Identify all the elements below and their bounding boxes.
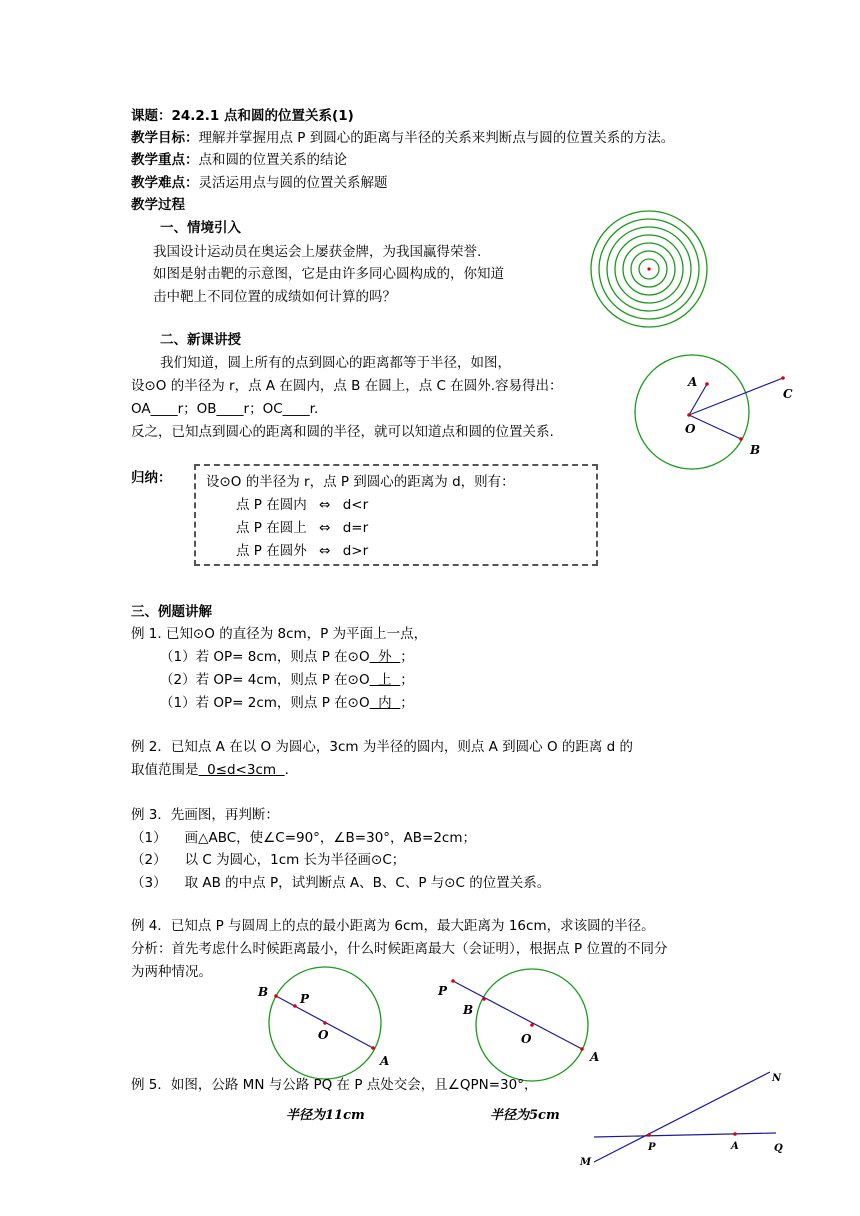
ex1-item-answer: 外 xyxy=(369,649,401,665)
difficulty-row xyxy=(131,174,388,192)
fig2-label-O: O xyxy=(521,1032,532,1046)
target-figure xyxy=(590,210,710,330)
ex2-line1: 例 2．已知点 A 在以 O 为圆心，3cm 为半径的圆内，则点 A 到圆心 O 的距离 d 的 xyxy=(131,739,634,755)
ex4-analysis: 分析：首先考虑什么时候距离最小，什么时候距离最大（会证明），根据点 P 位置的不同分 xyxy=(131,941,668,957)
ex3-item xyxy=(131,829,476,847)
section2-line: 反之，已知点到圆心的距离和圆的半径，就可以知道点和圆的位置关系. xyxy=(131,424,554,440)
ex3-item xyxy=(131,851,405,869)
summary-row-right: d>r xyxy=(342,543,369,559)
goal-label: 教学目标： xyxy=(131,130,199,146)
fig1-label-P: P xyxy=(300,992,310,1006)
section1-heading: 一、情境引入 xyxy=(160,220,241,236)
ex5-label-Q: Q xyxy=(774,1143,783,1154)
ex4-stem: 例 4．已知点 P 与圆周上的点的最小距离为 6cm，最大距离为 16cm，求该圆的半径。 xyxy=(131,918,655,934)
section1-line: 击中靶上不同位置的成绩如何计算的吗？ xyxy=(153,289,396,305)
fig1-label-B: B xyxy=(258,985,269,999)
equivalence-icon: ⇔ xyxy=(319,520,331,536)
fig1-caption: 半径为11cm xyxy=(286,1108,365,1123)
ex2-answer: 0≤d<3cm xyxy=(198,762,285,778)
key-label: 教学重点： xyxy=(131,152,199,168)
fig2-label-P: P xyxy=(438,984,448,998)
label-C: C xyxy=(783,387,793,401)
section2-line: OA____r；OB____r；OC____r. xyxy=(131,401,319,417)
ex3-item-text: 取 AB 的中点 P，试判断点 A、B、C、P 与⊙C 的位置关系。 xyxy=(184,875,551,891)
summary-row xyxy=(236,496,368,514)
summary-label: 归纳： xyxy=(131,470,172,486)
ex1-item-text: （1）若 OP= 8cm，则点 P 在⊙O xyxy=(160,649,370,665)
equivalence-icon: ⇔ xyxy=(319,497,331,513)
title-label: 课题： xyxy=(131,108,172,124)
summary-row xyxy=(236,542,368,560)
ex5-label-M: M xyxy=(580,1157,592,1168)
ex2-line2-text: 取值范围是 xyxy=(131,762,199,778)
ex3-item-text: 以 C 为圆心，1cm 长为半径画⊙C； xyxy=(184,852,406,868)
fig1-label-O: O xyxy=(318,1028,329,1042)
ex5-roads-figure xyxy=(590,1070,790,1170)
label-B: B xyxy=(750,443,761,457)
fig1-label-A: A xyxy=(380,1054,390,1068)
ex3-item-num: （3） xyxy=(131,875,167,891)
ex5-label-P: P xyxy=(648,1142,656,1153)
key-row xyxy=(131,151,347,169)
key-value: 点和圆的位置关系的结论 xyxy=(198,152,347,168)
summary-row xyxy=(236,519,368,537)
ex5-label-N: N xyxy=(772,1073,782,1084)
ex1-item-answer: 内 xyxy=(369,695,401,711)
section2-line: 我们知道，圆上所有的点到圆心的距离都等于半径，如图， xyxy=(160,355,511,371)
summary-row-left: 点 P 在圆内 xyxy=(236,497,307,513)
summary-intro: 设⊙O 的半径为 r，点 P 到圆心的距离为 d，则有： xyxy=(206,474,515,490)
difficulty-value: 灵活运用点与圆的位置关系解题 xyxy=(198,175,388,191)
label-A: A xyxy=(688,375,698,389)
fig2-caption: 半径为5cm xyxy=(490,1108,560,1123)
goal-value: 理解并掌握用点 P 到圆心的距离与半径的关系来判断点与圆的位置关系的方法。 xyxy=(198,130,675,146)
difficulty-label: 教学难点： xyxy=(131,175,199,191)
summary-row-left: 点 P 在圆外 xyxy=(236,543,307,559)
equivalence-icon: ⇔ xyxy=(319,543,331,559)
ex5-stem: 例 5．如图，公路 MN 与公路 PQ 在 P 点处交会，且∠QPN=30°， xyxy=(131,1077,538,1093)
ex1-stem: 例 1. 已知⊙O 的直径为 8cm，P 为平面上一点， xyxy=(131,626,428,642)
section1-line: 我国设计运动员在奥运会上屡获金牌，为我国赢得荣誉. xyxy=(153,244,482,260)
circle-position-figure xyxy=(625,355,805,465)
fig2-label-A: A xyxy=(590,1050,600,1064)
ex1-item xyxy=(160,671,414,689)
ex1-item-text: （1）若 OP= 2cm，则点 P 在⊙O xyxy=(160,695,370,711)
title-row xyxy=(131,107,354,125)
title-value: 24.2.1 点和圆的位置关系(1) xyxy=(171,108,354,124)
ex5-label-A: A xyxy=(731,1141,739,1152)
fig2-label-B: B xyxy=(463,1003,474,1017)
summary-row-right: d=r xyxy=(342,520,369,536)
section1-line: 如图是射击靶的示意图，它是由许多同心圆构成的，你知道 xyxy=(153,266,504,282)
ex1-item-answer: 上 xyxy=(369,672,401,688)
ex3-stem: 例 3．先画图，再判断： xyxy=(131,807,279,823)
label-O: O xyxy=(685,422,696,436)
summary-row-right: d<r xyxy=(342,497,369,513)
process-heading: 教学过程 xyxy=(131,197,185,213)
ex1-item-post: ； xyxy=(400,695,414,711)
ex4-figure-inside xyxy=(268,978,388,1068)
ex3-item xyxy=(131,874,550,892)
ex2-line2-post: . xyxy=(284,762,289,778)
ex1-item xyxy=(160,648,414,666)
section2-heading: 二、新课讲授 xyxy=(160,332,241,348)
section3-heading: 三、例题讲解 xyxy=(131,604,212,620)
ex3-item-num: （2） xyxy=(131,852,167,868)
ex1-item-text: （2）若 OP= 4cm，则点 P 在⊙O xyxy=(160,672,370,688)
ex1-item-post: ； xyxy=(400,649,414,665)
ex1-item xyxy=(160,694,414,712)
ex4-analysis: 为两种情况。 xyxy=(131,964,212,980)
ex1-item-post: ； xyxy=(400,672,414,688)
ex3-item-num: （1） xyxy=(131,830,167,846)
ex3-item-text: 画△ABC，使∠C=90°，∠B=30°，AB=2cm； xyxy=(184,830,477,846)
section2-line: 设⊙O 的半径为 r，点 A 在圆内，点 B 在圆上，点 C 在圆外.容易得出： xyxy=(131,378,563,394)
goal-row xyxy=(131,129,674,147)
ex4-figure-outside xyxy=(450,978,600,1068)
ex2-line2 xyxy=(131,761,289,779)
summary-row-left: 点 P 在圆上 xyxy=(236,520,307,536)
